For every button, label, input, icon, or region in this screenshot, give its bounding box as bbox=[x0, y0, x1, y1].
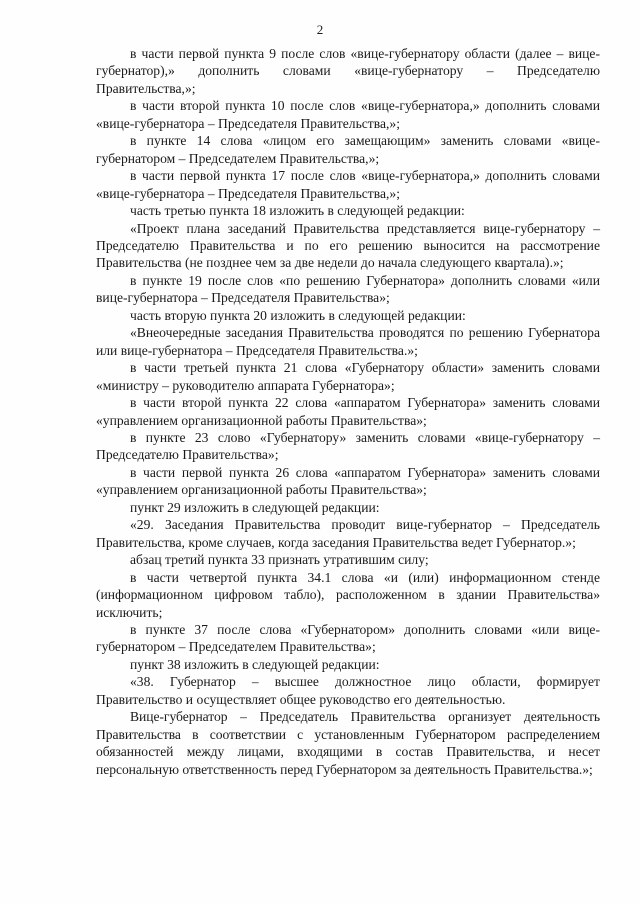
paragraph: «Проект плана заседаний Правительства представляется вице-губернатору – Председателю Правительства и по его решению выносится на рассмотрение Правительства (не позднее чем за две недели до начала следующего квартала).»; bbox=[96, 220, 600, 271]
paragraph: в пункте 14 слова «лицом его замещающим» заменить словами «вице-губернатором – Председателем Правительства,»; bbox=[96, 133, 600, 166]
paragraph: «38. Губернатор – высшее должностное лицо области, формирует Правительство и осуществляет общее руководство его деятельностью. bbox=[96, 674, 600, 707]
paragraph: в части первой пункта 9 после слов «вице-губернатору области (далее – вице-губернатор),» дополнить словами «вице-губернатору – Председателю Правительства,»; bbox=[96, 46, 600, 96]
paragraph: в пункте 37 после слова «Губернатором» дополнить словами «или вице-губернатором – Председателем Правительства»; bbox=[96, 621, 600, 655]
paragraph: «29. Заседания Правительства проводит вице-губернатор – Председатель Правительства, кроме случаев, когда заседания Правительства ведет Губернатор.»; bbox=[96, 517, 600, 550]
paragraph: в части второй пункта 22 слова «аппаратом Губернатора» заменить словами «управлением организационной работы Правительства»; bbox=[96, 395, 600, 428]
paragraph: в пункте 19 после слов «по решению Губернатора» дополнить словами «или вице-губернатора – Председателя Правительства»; bbox=[96, 272, 600, 306]
paragraph: в части первой пункта 17 после слов «вице-губернатора,» дополнить словами «вице-губернатора – Председателя Правительства,»; bbox=[96, 168, 600, 201]
paragraph: в части третьей пункта 21 слова «Губернатору области» заменить словами «министру – руководителю аппарата Губернатора»; bbox=[96, 360, 600, 393]
document-body bbox=[96, 45, 600, 778]
paragraph: Вице-губернатор – Председатель Правительства организует деятельность Правительства в соответствии с установленным Губернатором распределением обязанностей между лицами, входящими в состав Правительства, и несет персональную ответственность перед Губернатором за деятельность Правительства.»; bbox=[96, 709, 600, 777]
paragraph: часть третью пункта 18 изложить в следующей редакции: bbox=[130, 203, 465, 219]
paragraph: абзац третий пункта 33 признать утратившим силу; bbox=[130, 552, 429, 568]
paragraph: пункт 29 изложить в следующей редакции: bbox=[130, 499, 380, 515]
paragraph: часть вторую пункта 20 изложить в следующей редакции: bbox=[130, 307, 466, 323]
paragraph: в части четвертой пункта 34.1 слова «и (или) информационном стенде (информационном цифровом табло), расположенном в здании Правительства» исключить; bbox=[96, 569, 600, 620]
paragraph: в части первой пункта 26 слова «аппаратом Губернатора» заменить словами «управлением организационной работы Правительства»; bbox=[96, 464, 600, 498]
paragraph: в части второй пункта 10 после слов «вице-губернатора,» дополнить словами «вице-губернатора – Председателя Правительства,»; bbox=[96, 98, 600, 131]
paragraph: пункт 38 изложить в следующей редакции: bbox=[130, 656, 380, 672]
paragraph: в пункте 23 слово «Губернатору» заменить словами «вице-губернатору – Председателю Правительства»; bbox=[96, 429, 600, 463]
paragraph: «Внеочередные заседания Правительства проводятся по решению Губернатора или вице-губернатора – Председателя Правительства.»; bbox=[96, 325, 600, 358]
page-number: 2 bbox=[316, 22, 324, 37]
